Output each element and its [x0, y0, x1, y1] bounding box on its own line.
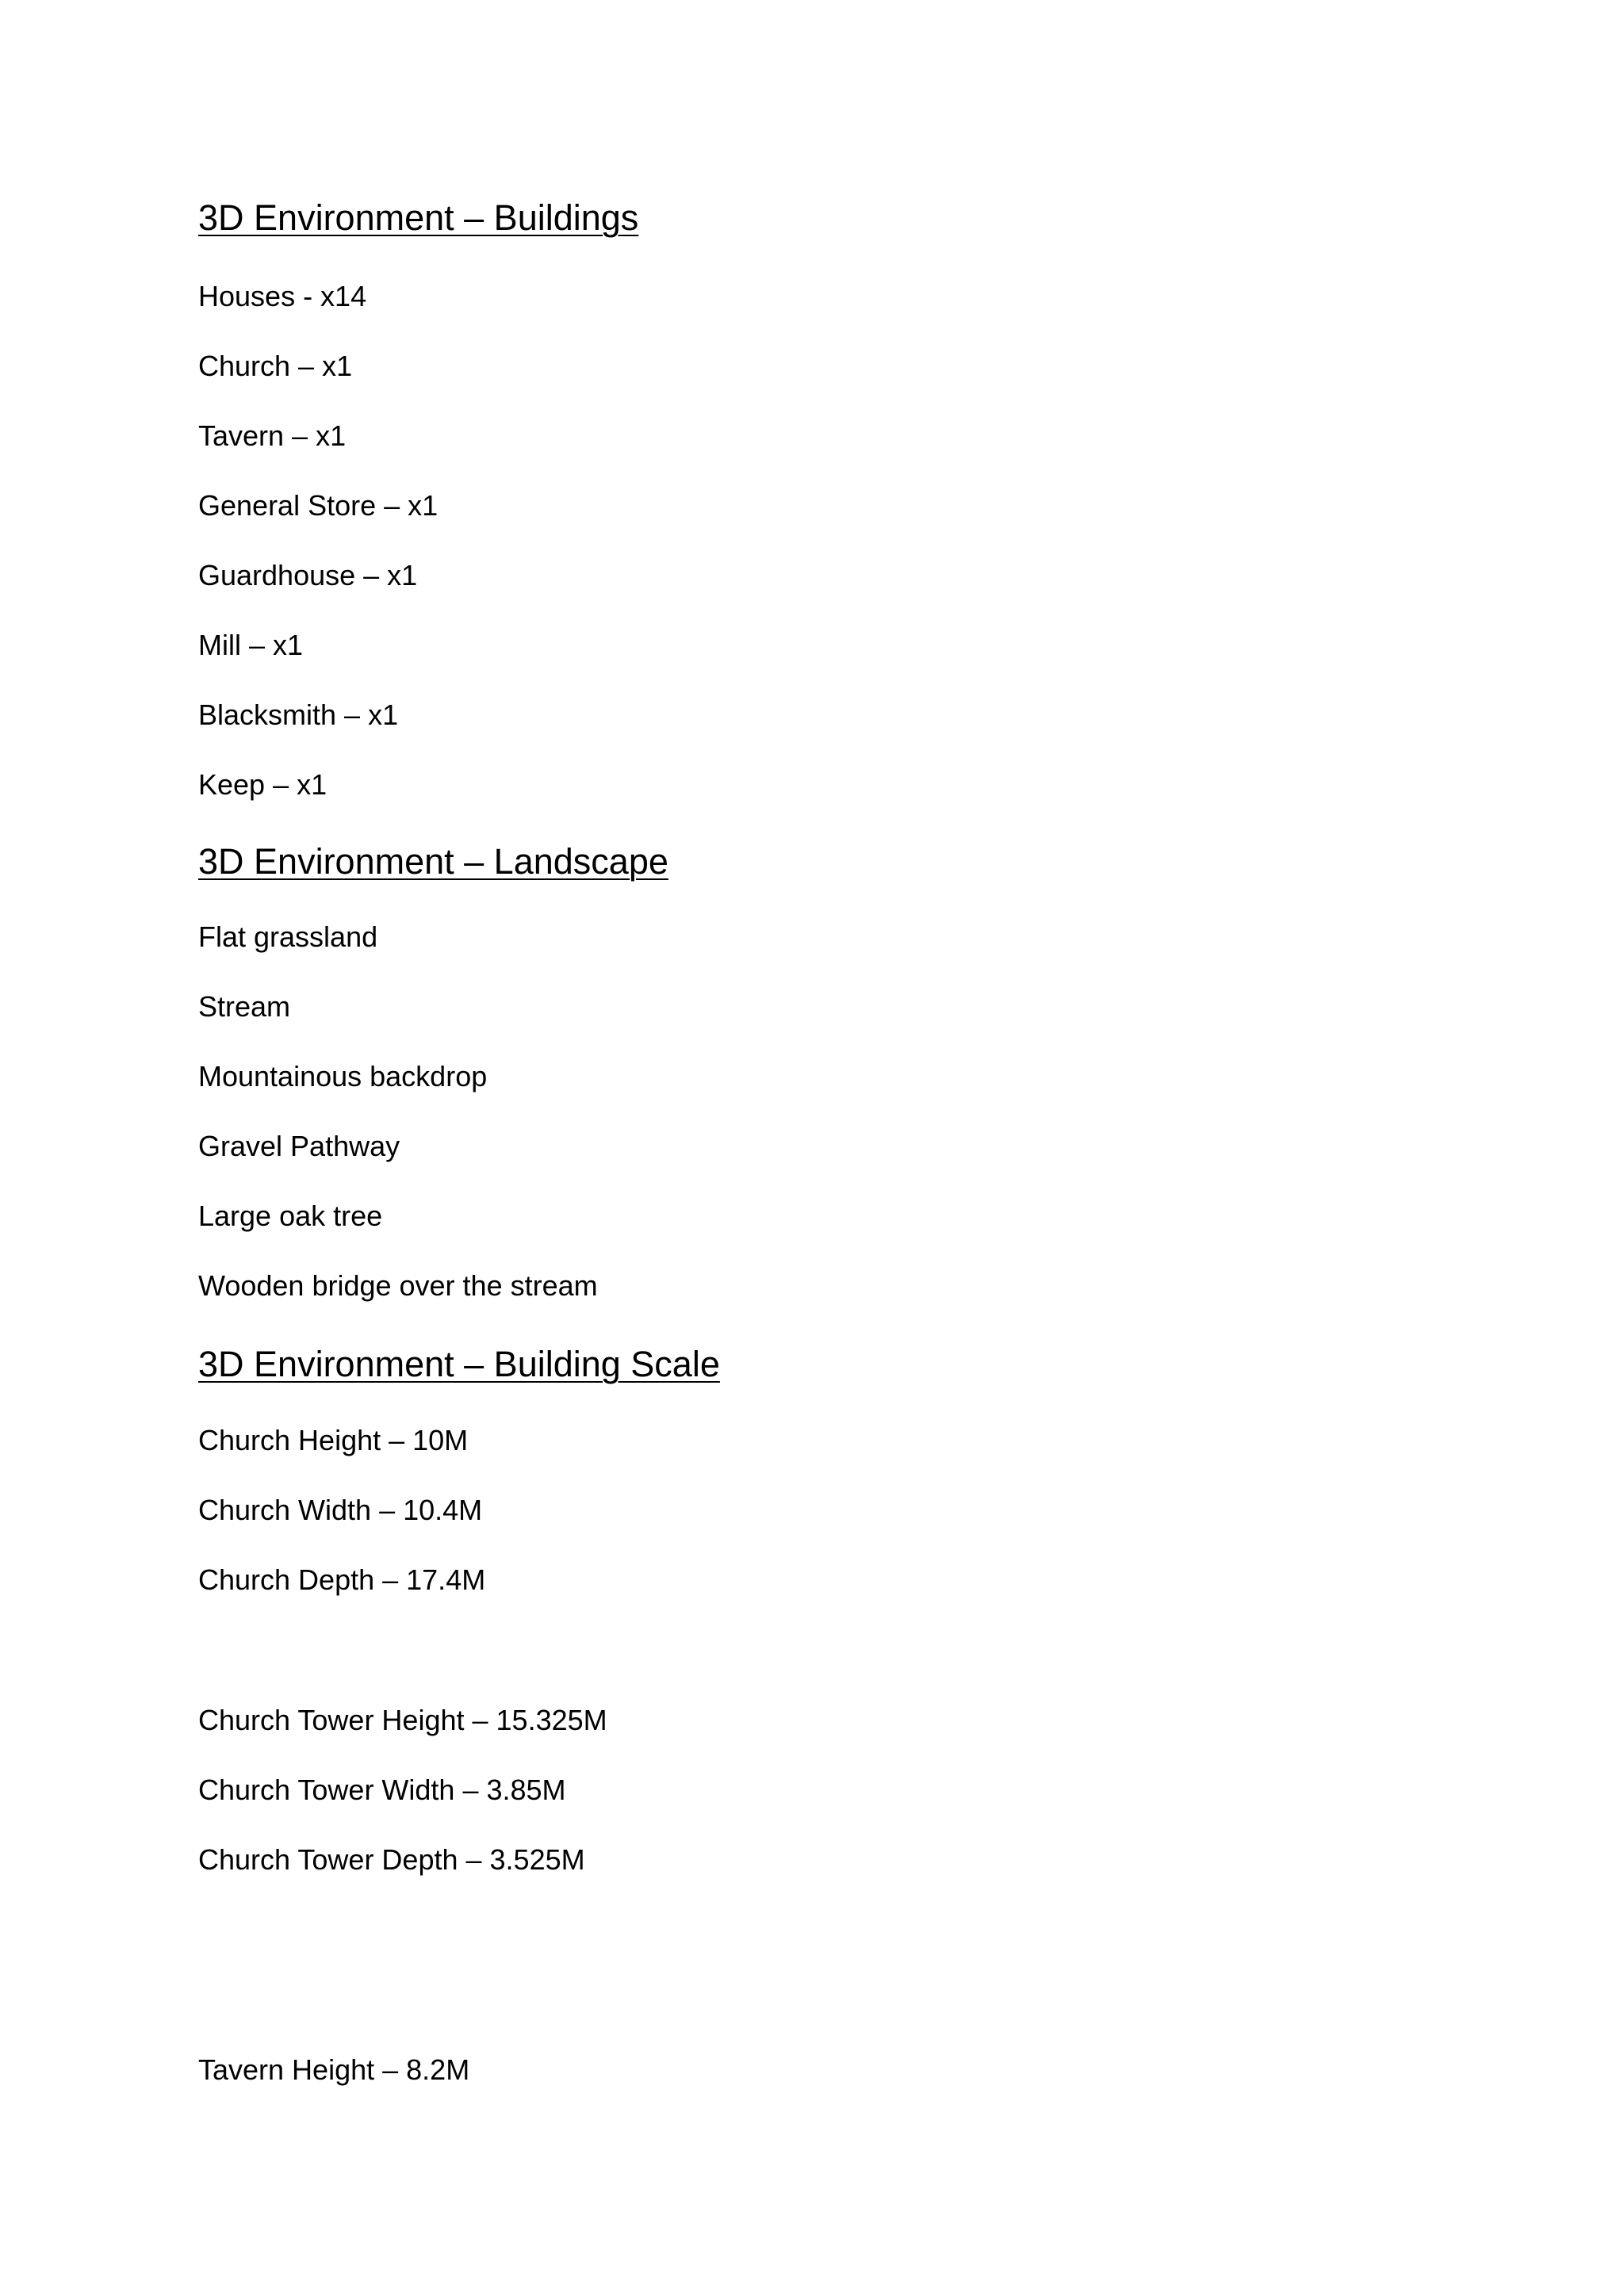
list-item: Church Height – 10M: [198, 1424, 469, 1456]
list-item: Church Width – 10.4M: [198, 1494, 483, 1526]
list-item: Church Depth – 17.4M: [198, 1563, 486, 1596]
list-item: Tavern – x1: [198, 419, 347, 452]
section-heading-buildings: 3D Environment – Buildings: [198, 197, 639, 238]
list-item: Blacksmith – x1: [198, 698, 399, 731]
section-heading-building-scale: 3D Environment – Building Scale: [198, 1344, 720, 1384]
section-heading-landscape: 3D Environment – Landscape: [198, 841, 668, 882]
list-item: Church Tower Height – 15.325M: [198, 1704, 607, 1736]
list-item: Mill – x1: [198, 629, 304, 661]
list-item: Flat grassland: [198, 920, 378, 953]
list-item: Gravel Pathway: [198, 1130, 400, 1162]
list-item: Houses - x14: [198, 280, 367, 312]
list-item: Tavern Height – 8.2M: [198, 2053, 470, 2086]
list-item: Guardhouse – x1: [198, 559, 418, 591]
list-item: General Store – x1: [198, 489, 439, 522]
list-item: Church Tower Depth – 3.525M: [198, 1843, 585, 1876]
list-item: Stream: [198, 990, 291, 1023]
list-item: Large oak tree: [198, 1200, 383, 1232]
list-item: Church Tower Width – 3.85M: [198, 1774, 566, 1806]
list-item: Wooden bridge over the stream: [198, 1269, 598, 1302]
list-item: Mountainous backdrop: [198, 1060, 488, 1093]
list-item: Keep – x1: [198, 768, 327, 801]
list-item: Church – x1: [198, 350, 353, 382]
